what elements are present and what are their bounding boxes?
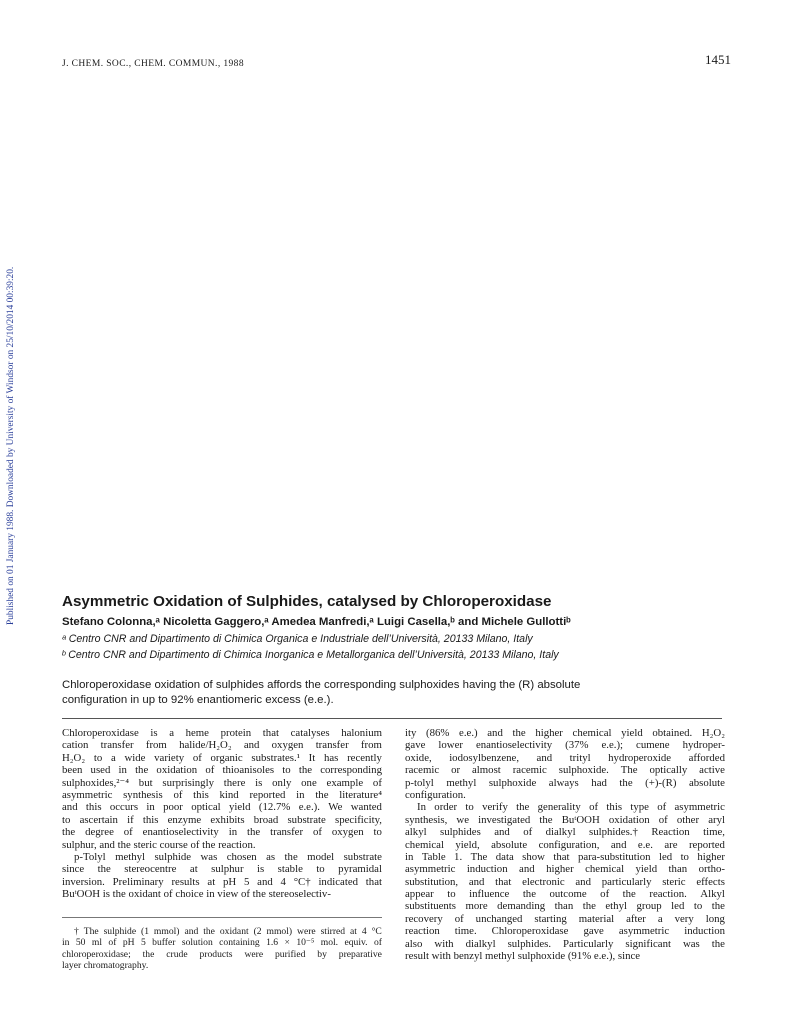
text-line: in Table 1. The data show that para-substitution led to higher [405, 850, 725, 863]
download-notice-sidebar [6, 215, 20, 625]
text-line: chemical yield, absolute configuration, and e.e. are reported [405, 838, 725, 851]
author-list: Stefano Colonna,ᵃ Nicoletta Gaggero,ᵃ Amedea Manfredi,ᵃ Luigi Casella,ᵇ and Michele Gullottiᵇ [62, 616, 571, 628]
text-line: asymmetric induction and higher chemical yield than ortho- [405, 863, 725, 876]
text-line: BuᵗOOH is the oxidant of choice in view of the stereoselectiv- [62, 888, 331, 901]
text-line: Chloroperoxidase is a heme protein that catalyses halonium [62, 727, 382, 739]
affiliation-b: ᵇ Centro CNR and Dipartimento di Chimica Inorganica e Metallorganica dell’Università, 20133 Milano, Italy [62, 649, 559, 661]
article-title: Asymmetric Oxidation of Sulphides, catalysed by Chloroperoxidase [62, 593, 552, 610]
text-line: asymmetric synthesis of this kind reported in the literature⁴ [62, 788, 382, 801]
text-line: reaction time. Chloroperoxidase gave asymmetric induction [405, 925, 725, 938]
text-line: appear to influence the outcome of the reaction. Alkyl [405, 888, 725, 901]
text-line: racemic or almost racemic sulphoxide. The optically active [405, 764, 725, 777]
text-line: the degree of enantioselectivity in the transfer of oxygen to [62, 826, 382, 839]
abstract-line: configuration in up to 92% enantiomeric excess (e.e.). [62, 694, 334, 706]
text-line: sulphoxides,²⁻⁴ but surprisingly there is only one example of [62, 776, 382, 789]
text-line: H₂O₂ to a wide variety of organic substrates.¹ It has recently [62, 751, 382, 764]
footnote-divider [62, 917, 382, 918]
text-line: oxide, iodosylbenzene, and trityl hydroperoxide afforded [405, 751, 725, 764]
right-column [405, 727, 725, 962]
text-line: recovery of unchanged starting material after a very long [405, 912, 725, 925]
text-line: result with benzyl methyl sulphoxide (91% e.e.), since [405, 950, 641, 963]
abstract-line: Chloroperoxidase oxidation of sulphides affords the corresponding sulphoxides having the (R) absolute [62, 679, 581, 691]
text-line: also with dialkyl sulphides. Particularly significant was the [405, 937, 725, 950]
text-line: alkyl sulphides and of dialkyl sulphides.† Reaction time, [405, 826, 725, 839]
text-line: been used in the oxidation of thioanisoles to the corresponding [62, 764, 382, 777]
abstract-divider [62, 718, 722, 719]
text-line: chloroperoxidase; the crude products were purified by preparative [62, 948, 382, 960]
download-notice-link[interactable]: Published on 01 January 1988. Downloaded by University of Windsor on 25/10/2014 00:39:20. [6, 266, 16, 625]
page-number: 1451 [705, 52, 731, 67]
footnote [62, 926, 382, 971]
text-line: configuration. [405, 788, 466, 801]
text-line: in 50 ml of pH 5 buffer solution containing 1.6 × 10⁻⁵ mol. equiv. of [62, 937, 382, 949]
text-line: cation transfer from halide/H₂O₂ and oxygen transfer from [62, 739, 382, 752]
text-line: to ascertain if this enzyme exhibits broad substrate specificity, [62, 813, 382, 826]
text-line: substituents more demanding than the ethyl group led to the [405, 900, 725, 913]
text-line: and this occurs in poor optical yield (12.7% e.e.). We wanted [62, 801, 382, 814]
text-line: substitution, and that electronic and particularly steric effects [405, 875, 725, 888]
text-line: synthesis, we investigated the BuᵗOOH oxidation of other aryl [405, 813, 725, 826]
text-line: sulphur, and the steric course of the reaction. [62, 838, 256, 851]
text-line: inversion. Preliminary results at pH 5 and 4 °C† indicated that [62, 875, 382, 888]
text-line: In order to verify the generality of this type of asymmetric [417, 801, 725, 814]
text-line: † The sulphide (1 mmol) and the oxidant (2 mmol) were stirred at 4 °C [74, 926, 382, 937]
text-line: p-Tolyl methyl sulphide was chosen as the model substrate [74, 850, 382, 863]
text-line: gave lower enantioselectivity (37% e.e.); cumene hydroper- [405, 739, 725, 752]
journal-header: J. CHEM. SOC., CHEM. COMMUN., 1988 [62, 59, 244, 69]
text-line: layer chromatography. [62, 959, 149, 971]
abstract [62, 678, 662, 708]
affiliation-a: ᵃ Centro CNR and Dipartimento di Chimica Organica e Industriale dell’Università, 20133 Milano, Italy [62, 633, 533, 645]
text-line: since the stereocentre at sulphur is stable to pyramidal [62, 863, 382, 876]
text-line: p-tolyl methyl sulphoxide always had the (+)-(R) absolute [405, 776, 725, 789]
text-line: ity (86% e.e.) and the higher chemical yield obtained. H₂O₂ [405, 727, 725, 739]
left-column [62, 727, 382, 900]
